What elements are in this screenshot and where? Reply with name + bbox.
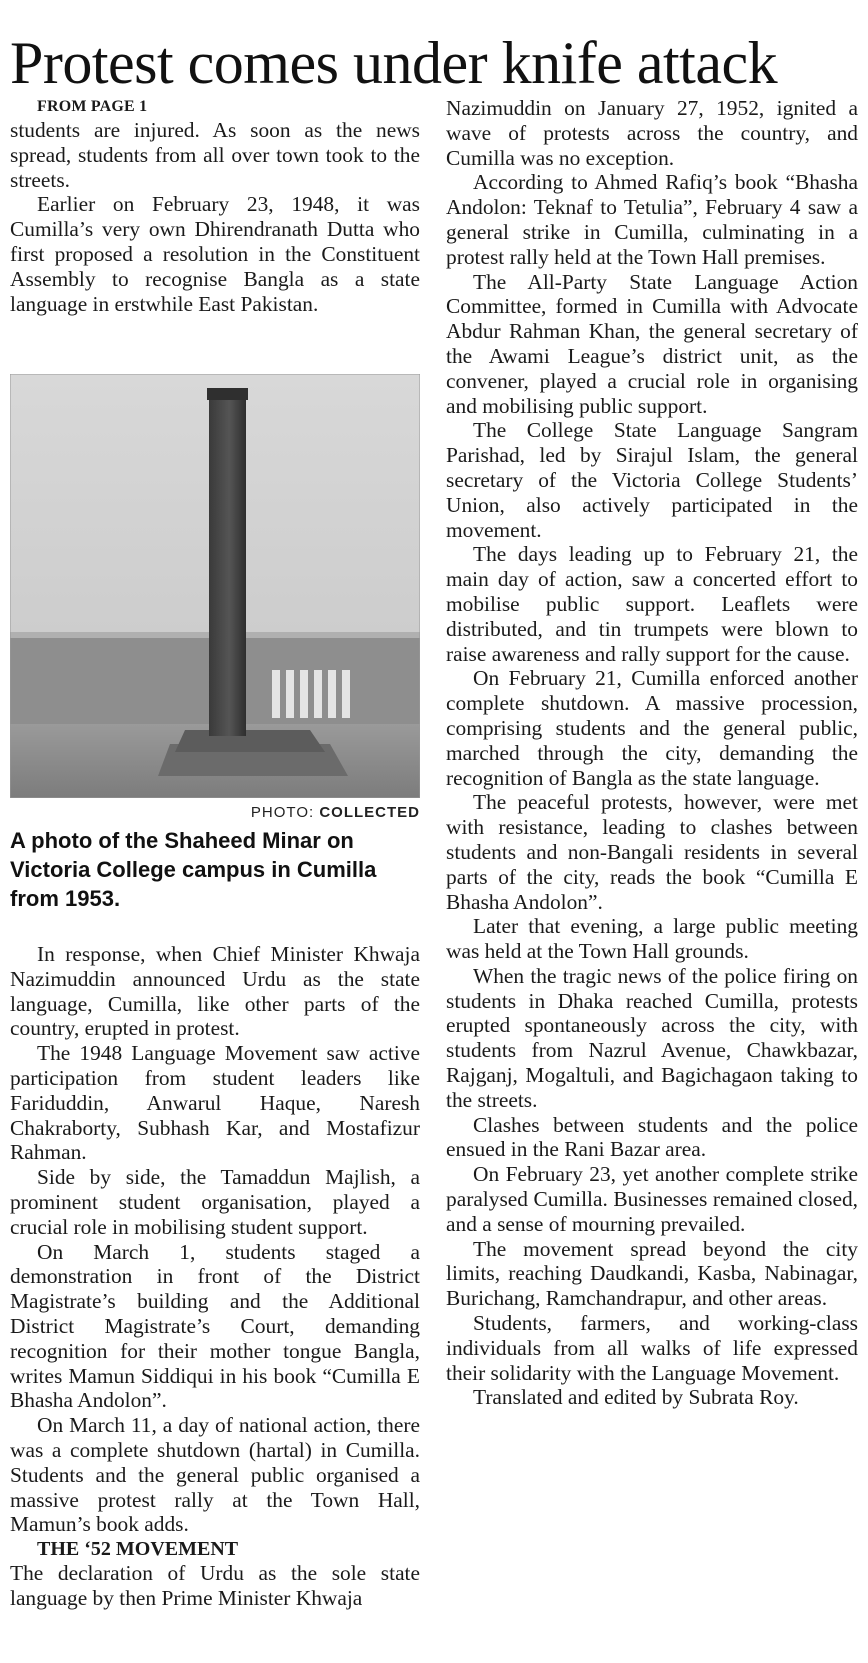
paragraph: The days leading up to February 21, the main day of action, saw a concerted effort to mobilise public support. Leaflets were distributed, and tin trumpets were blown to raise awareness and rally support for the cause. (446, 542, 858, 666)
photo-credit-source: COLLECTED (319, 804, 420, 821)
paragraph: On March 1, students staged a demonstration in front of the District Magistrate’s building and the Additional District Magistrate’s Court, demanding recognition for their mother tongue Bangla, writes Mamun Siddiqui in his book “Cumilla E Bhasha Andolon”. (10, 1239, 420, 1413)
paragraph: The College State Language Sangram Parishad, led by Sirajul Islam, the general secretary of the Victoria College Students’ Union, also actively participated in the movement. (446, 418, 858, 542)
right-column (446, 96, 858, 1410)
paragraph: Side by side, the Tamaddun Majlish, a prominent student organisation, played a crucial role in mobilising student support. (10, 1165, 420, 1239)
paragraph: Students, farmers, and working-class individuals from all walks of life expressed their solidarity with the Language Movement. (446, 1311, 858, 1385)
paragraph: On February 21, Cumilla enforced another complete shutdown. A massive procession, comprising students and the general public, marched through the city, demanding the recognition of Bangla as the state language. (446, 666, 858, 790)
shaheed-minar-photo (10, 374, 420, 798)
paragraph: According to Ahmed Rafiq’s book “Bhasha Andolon: Teknaf to Tetulia”, February 4 saw a general strike in Cumilla, culminating in a protest rally held at the Town Hall premises. (446, 170, 858, 269)
paragraph: In response, when Chief Minister Khwaja Nazimuddin announced Urdu as the state language, Cumilla, like other parts of the country, erupted in protest. (10, 942, 420, 1041)
paragraph: On February 23, yet another complete strike paralysed Cumilla. Businesses remained closed, and a sense of mourning prevailed. (446, 1162, 858, 1236)
photo-illustration (10, 374, 420, 798)
paragraph: Nazimuddin on January 27, 1952, ignited a wave of protests across the country, and Cumilla was no exception. (446, 96, 858, 170)
paragraph: On March 11, a day of national action, there was a complete shutdown (hartal) in Cumilla. Students and the general public organised a massive protest rally at the Town Hall, Mamun’s book adds. (10, 1413, 420, 1537)
left-column-top (10, 96, 420, 316)
paragraph: The declaration of Urdu as the sole state language by then Prime Minister Khwaja (10, 1561, 420, 1610)
headline: Protest comes under knife attack (10, 30, 778, 96)
photo-caption: A photo of the Shaheed Minar on Victoria College campus in Cumilla from 1953. (10, 828, 377, 911)
from-page-kicker: FROM PAGE 1 (37, 98, 148, 115)
paragraph: When the tragic news of the police firing on students in Dhaka reached Cumilla, protests erupted spontaneously across the city, with students from Nazrul Avenue, Chawkbazar, Rajganj, Mogaltuli, and Bagichagaon taking to the streets. (446, 963, 858, 1112)
photo-credit-prefix: PHOTO: (250, 804, 315, 821)
section-subhead: THE ‘52 MOVEMENT (37, 1538, 239, 1561)
paragraph: students are injured. As soon as the news spread, students from all over town took to the streets. (10, 118, 420, 192)
paragraph: The peaceful protests, however, were met with resistance, leading to clashes between students and non-Bangali residents in several parts of the city, reads the book “Cumilla E Bhasha Andolon”. (446, 790, 858, 914)
paragraph: The movement spread beyond the city limits, reaching Daudkandi, Kasba, Nabinagar, Burichang, Ramchandrapur, and other areas. (446, 1236, 858, 1311)
paragraph: The All-Party State Language Action Committee, formed in Cumilla with Advocate Abdur Rahman Khan, the general secretary of the Awami League’s district unit, as the convener, played a crucial role in organising and mobilising public support. (446, 269, 858, 418)
byline-note: Translated and edited by Subrata Roy. (473, 1385, 799, 1410)
paragraph: Later that evening, a large public meeting was held at the Town Hall grounds. (446, 914, 858, 964)
photo-credit (10, 804, 420, 821)
paragraph: Earlier on February 23, 1948, it was Cumilla’s very own Dhirendranath Dutta who first proposed a resolution in the Constituent Assembly to recognise Bangla as a state language in erstwhile East Pakistan. (10, 192, 420, 316)
paragraph: Clashes between students and the police ensued in the Rani Bazar area. (446, 1112, 858, 1162)
paragraph: The 1948 Language Movement saw active participation from student leaders like Fariduddin, Anwarul Haque, Naresh Chakraborty, Subhash Kar, and Mostafizur Rahman. (10, 1041, 420, 1165)
left-column-bottom (10, 942, 420, 1611)
